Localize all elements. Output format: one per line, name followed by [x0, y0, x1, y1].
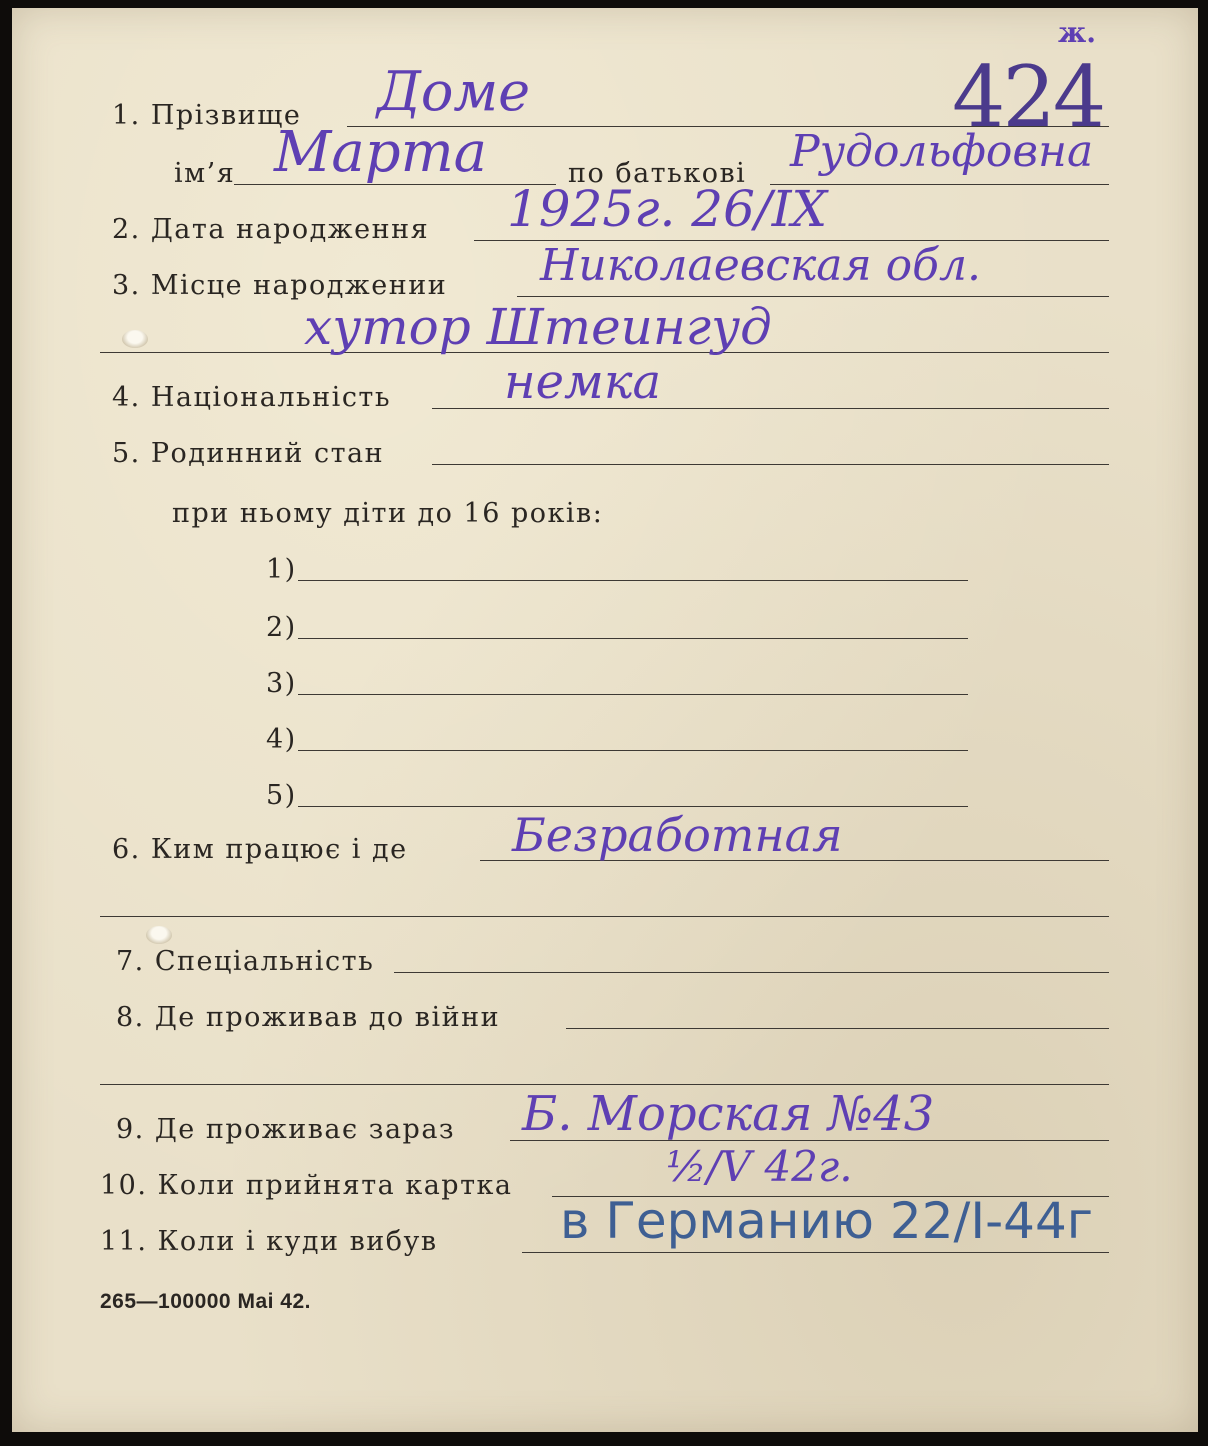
label-nationality: 4. Національність [112, 382, 392, 413]
hw-birth-place-2: хутор Штеингуд [304, 298, 772, 356]
label-first-name: ім’я [174, 158, 236, 189]
label-birth-place: 3. Місце народжении [112, 270, 448, 301]
line-child-2 [298, 638, 968, 639]
label-patronymic: по батькові [568, 158, 747, 189]
label-child-5: 5) [266, 780, 297, 811]
line-departure [522, 1252, 1109, 1253]
label-work: 6. Ким працює і де [112, 834, 408, 865]
label-birth-date: 2. Дата народження [112, 214, 430, 245]
line-child-1 [298, 580, 968, 581]
line-speciality [394, 972, 1109, 973]
hw-number: 424 [952, 48, 1104, 146]
label-prewar-residence: 8. Де проживав до війни [116, 1002, 501, 1033]
line-child-5 [298, 806, 968, 807]
hw-card-date: ½/V 42г. [666, 1142, 853, 1191]
label-child-2: 2) [266, 612, 297, 643]
line-child-4 [298, 750, 968, 751]
label-surname: 1. Прізвище [112, 100, 302, 131]
label-child-4: 4) [266, 724, 297, 755]
line-marital-status [432, 464, 1109, 465]
hw-nationality: немка [504, 354, 662, 410]
label-departure: 11. Коли і куди вибув [100, 1226, 438, 1257]
label-speciality: 7. Спеціальність [116, 946, 375, 977]
label-marital-status: 5. Родинний стан [112, 438, 385, 469]
label-current-residence: 9. Де проживає зараз [116, 1114, 456, 1145]
hw-departure: в Германию 22/I-44г [560, 1192, 1094, 1250]
punch-hole-top [122, 330, 148, 348]
line-prewar-residence-2 [100, 1084, 1109, 1085]
hw-work: Безработная [512, 808, 843, 862]
line-work-2 [100, 916, 1109, 917]
line-prewar-residence [566, 1028, 1109, 1029]
label-children: при ньому діти до 16 років: [172, 498, 604, 529]
hw-patronymic: Рудольфовна [790, 126, 1094, 177]
label-card-accepted: 10. Коли прийнята картка [100, 1170, 513, 1201]
line-child-3 [298, 694, 968, 695]
print-code: 265—100000 Mai 42. [100, 1290, 311, 1313]
hw-residence: Б. Морская №43 [522, 1086, 935, 1142]
label-child-3: 3) [266, 668, 297, 699]
registration-card [12, 8, 1198, 1432]
line-birth-place [517, 296, 1109, 297]
hw-birth-place-1: Николаевская обл. [540, 240, 981, 291]
punch-hole-bottom [146, 926, 172, 944]
hw-corner-note: ж. [1058, 16, 1097, 49]
label-child-1: 1) [266, 554, 297, 585]
hw-birth-date: 1925г. 26/IX [507, 180, 828, 238]
hw-surname: Доме [377, 60, 531, 123]
hw-first-name: Марта [274, 120, 488, 185]
